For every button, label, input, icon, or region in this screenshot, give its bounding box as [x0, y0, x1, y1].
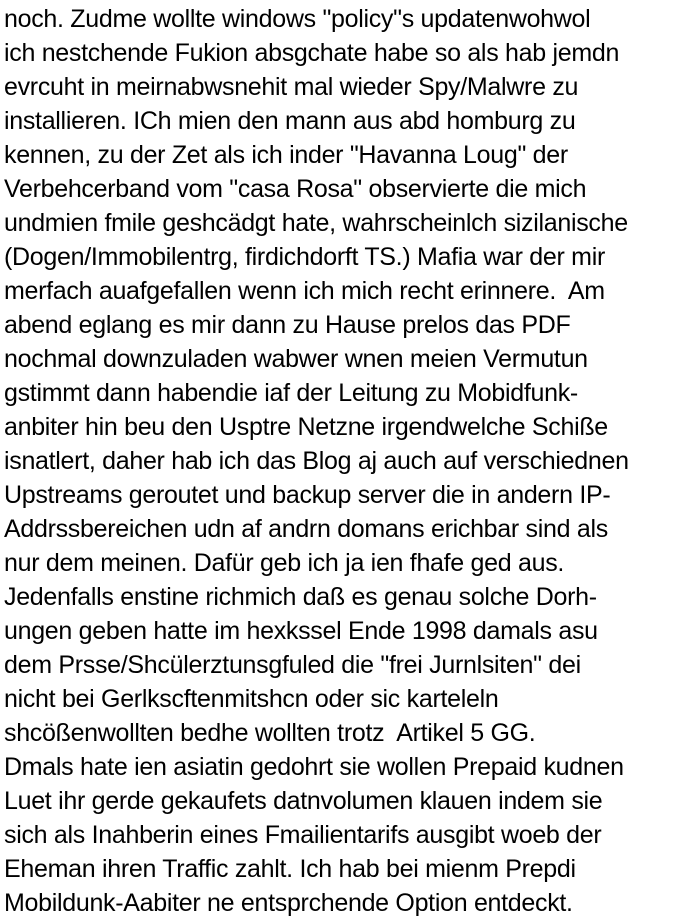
text-line: Addrssbereichen udn af andrn domans erichbar sind als: [4, 515, 608, 543]
text-line: Jedenfalls enstine richmich daß es genau solche Dorh-: [4, 583, 597, 611]
text-line: Verbehcerband vom "casa Rosa" observierte die mich: [4, 175, 587, 203]
text-line: ich nestchende Fukion absgchate habe so als hab jemdn: [4, 39, 620, 67]
text-paragraph: [4, 2, 682, 920]
text-line: shcößenwollten bedhe wollten trotz Artikel 5 GG.: [4, 719, 536, 747]
text-line: Mobildunk-Aabiter ne entsprchende Option entdeckt.: [4, 889, 573, 917]
text-line: nochmal downzuladen wabwer wnen meien Vermutun: [4, 345, 588, 373]
text-line: gstimmt dann habendie iaf der Leitung zu Mobidfunk-: [4, 379, 578, 407]
text-line: Luet ihr gerde gekaufets datnvolumen klauen indem sie: [4, 787, 603, 815]
text-line: isnatlert, daher hab ich das Blog aj auch auf verschiednen: [4, 447, 629, 475]
text-line: Dmals hate ien asiatin gedohrt sie wollen Prepaid kudnen: [4, 753, 624, 781]
text-line: installieren. ICh mien den mann aus abd homburg zu: [4, 107, 576, 135]
text-line: nur dem meinen. Dafür geb ich ja ien fhafe ged aus.: [4, 549, 565, 577]
text-line: (Dogen/Immobilentrg, firdichdorft TS.) Mafia war der mir: [4, 243, 605, 271]
text-line: Eheman ihren Traffic zahlt. Ich hab bei mienm Prepdi: [4, 855, 576, 883]
text-line: sich als Inahberin eines Fmailientarifs ausgibt woeb der: [4, 821, 602, 849]
text-line: anbiter hin beu den Usptre Netzne irgendwelche Schiße: [4, 413, 608, 441]
text-line: Upstreams geroutet und backup server die in andern IP-: [4, 481, 611, 509]
text-line: ungen geben hatte im hexkssel Ende 1998 damals asu: [4, 617, 598, 645]
text-line: evrcuht in meirnabwsnehit mal wieder Spy/Malwre zu: [4, 73, 579, 101]
text-line: noch. Zudme wollte windows "policy"s updatenwohwol: [4, 5, 591, 33]
text-line: merfach auafgefallen wenn ich mich recht erinnere. Am: [4, 277, 605, 305]
text-line: dem Prsse/Shcülerztunsgfuled die "frei Jurnlsiten" dei: [4, 651, 581, 679]
text-line: abend eglang es mir dann zu Hause prelos das PDF: [4, 311, 571, 339]
text-line: kennen, zu der Zet als ich inder "Havanna Loug" der: [4, 141, 568, 169]
text-line: undmien fmile geshcädgt hate, wahrscheinlch sizilanische: [4, 209, 628, 237]
text-line: nicht bei Gerlkscftenmitshcn oder sic karteleln: [4, 685, 499, 713]
